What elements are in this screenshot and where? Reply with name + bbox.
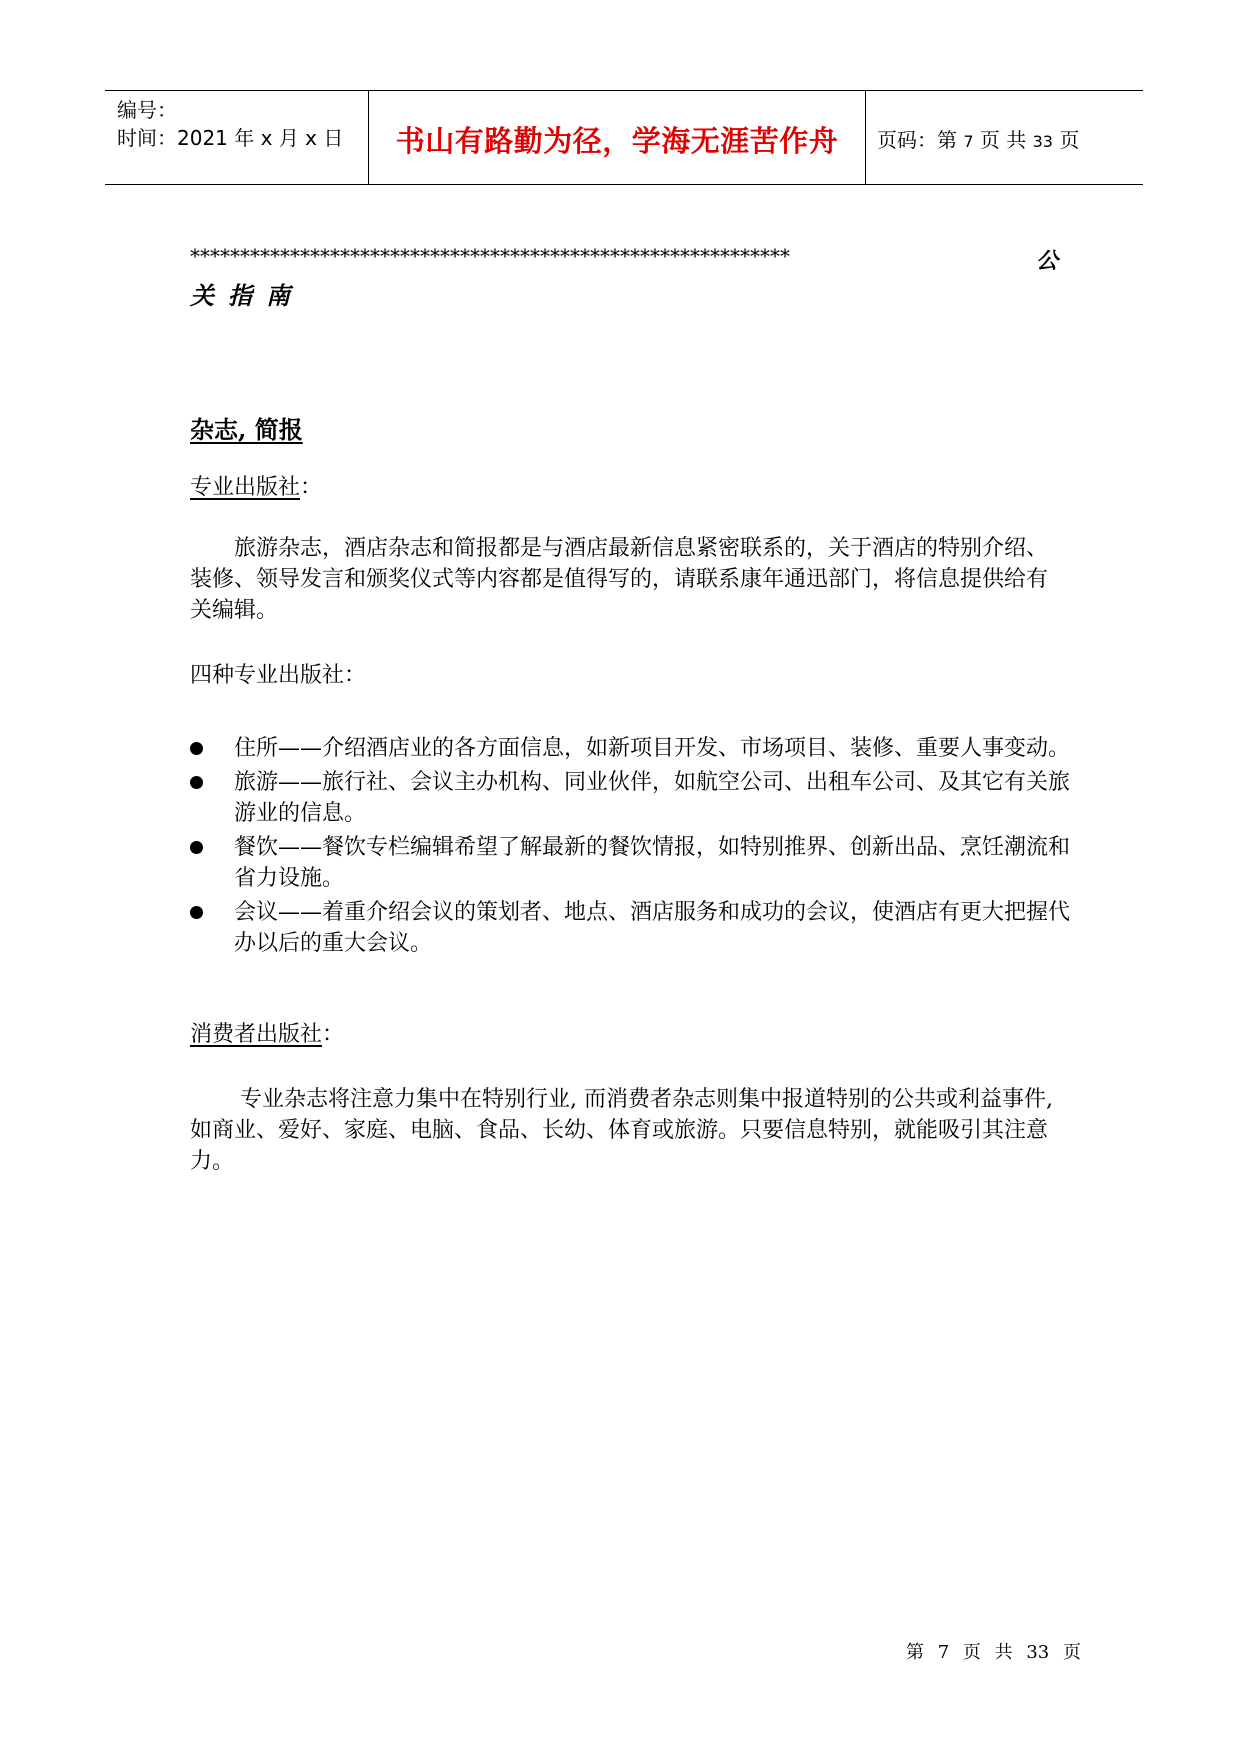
paragraph-trade: 旅游杂志，酒店杂志和简报都是与酒店最新信息紧密联系的，关于酒店的特别介绍、装修、领导发言和颁奖仪式等内容都是值得写的，请联系康年通迅部门，将信息提供给有关编辑。 [190,536,1049,623]
time-rest: 年 x 月 x 日 [234,126,344,150]
page-number: 7 [963,132,974,151]
trade-publisher-heading [190,470,322,501]
list-item [190,767,1070,829]
bullet-dot-icon [190,776,203,789]
consumer-publisher-colon: ： [322,1022,345,1047]
list-item-text: 会议——着重介绍会议的策划者、地点、酒店服务和成功的会议，使酒店有更大把握代办以后的重大会议。 [234,900,1071,956]
header-middle-cell [369,91,866,184]
paragraph-consumer: 专业杂志将注意力集中在特别行业, 而消费者杂志则集中报道特别的公共或利益事件, 如商业、爱好、家庭、电脑、食品、长幼、体育或旅游。只要信息特别，就能吸引其注意力。 [190,1087,1053,1174]
number-label: 编号： [117,98,177,122]
time-year: 2021 [177,126,228,150]
header-left-cell [105,91,369,184]
page-prefix: 页码：第 [877,128,957,152]
bullet-dot-icon [190,841,203,854]
list-item-text: 餐饮——餐饮专栏编辑希望了解最新的餐饮情报，如特别推界、创新出品、烹饪潮流和省力设施。 [234,835,1071,891]
page-footer: 第 7 页 共 33 页 [906,1642,1081,1663]
list-item-text: 旅游——旅行社、会议主办机构、同业伙伴，如航空公司、出租车公司、及其它有关旅游业的信息。 [234,770,1071,826]
consumer-publisher-heading [190,1017,344,1048]
title-char-gong: 公 [1036,248,1059,274]
star-divider: ************************************************************ [190,244,790,268]
page-suffix: 页 [1059,128,1080,152]
four-publishers-heading: 四种专业出版社： [190,663,367,688]
consumer-publisher-label: 消费者出版社 [190,1022,323,1047]
bullet-dot-icon [190,742,203,755]
publisher-list [190,733,1070,962]
page-total: 33 [1032,132,1053,151]
document-subtitle: 关指南 [190,281,304,310]
header-right-cell [875,91,1143,184]
list-item [190,832,1070,894]
list-item [190,733,1070,764]
header-motto: 书山有路勤为径，学海无涯苦作舟 [395,124,839,158]
header-page-indicator [877,124,1079,153]
bullet-dot-icon [190,906,203,919]
time-label: 时间： [117,126,177,150]
document-header [105,90,1143,185]
list-item-text: 住所——介绍酒店业的各方面信息，如新项目开发、市场项目、装修、重要人事变动。 [234,736,1071,761]
list-item [190,897,1070,959]
trade-publisher-colon: ： [300,475,323,500]
section-title: 杂志, 简报 [190,415,303,444]
trade-publisher-label: 专业出版社 [190,475,301,500]
page-mid: 页 共 [979,128,1027,152]
time-line [117,122,343,151]
